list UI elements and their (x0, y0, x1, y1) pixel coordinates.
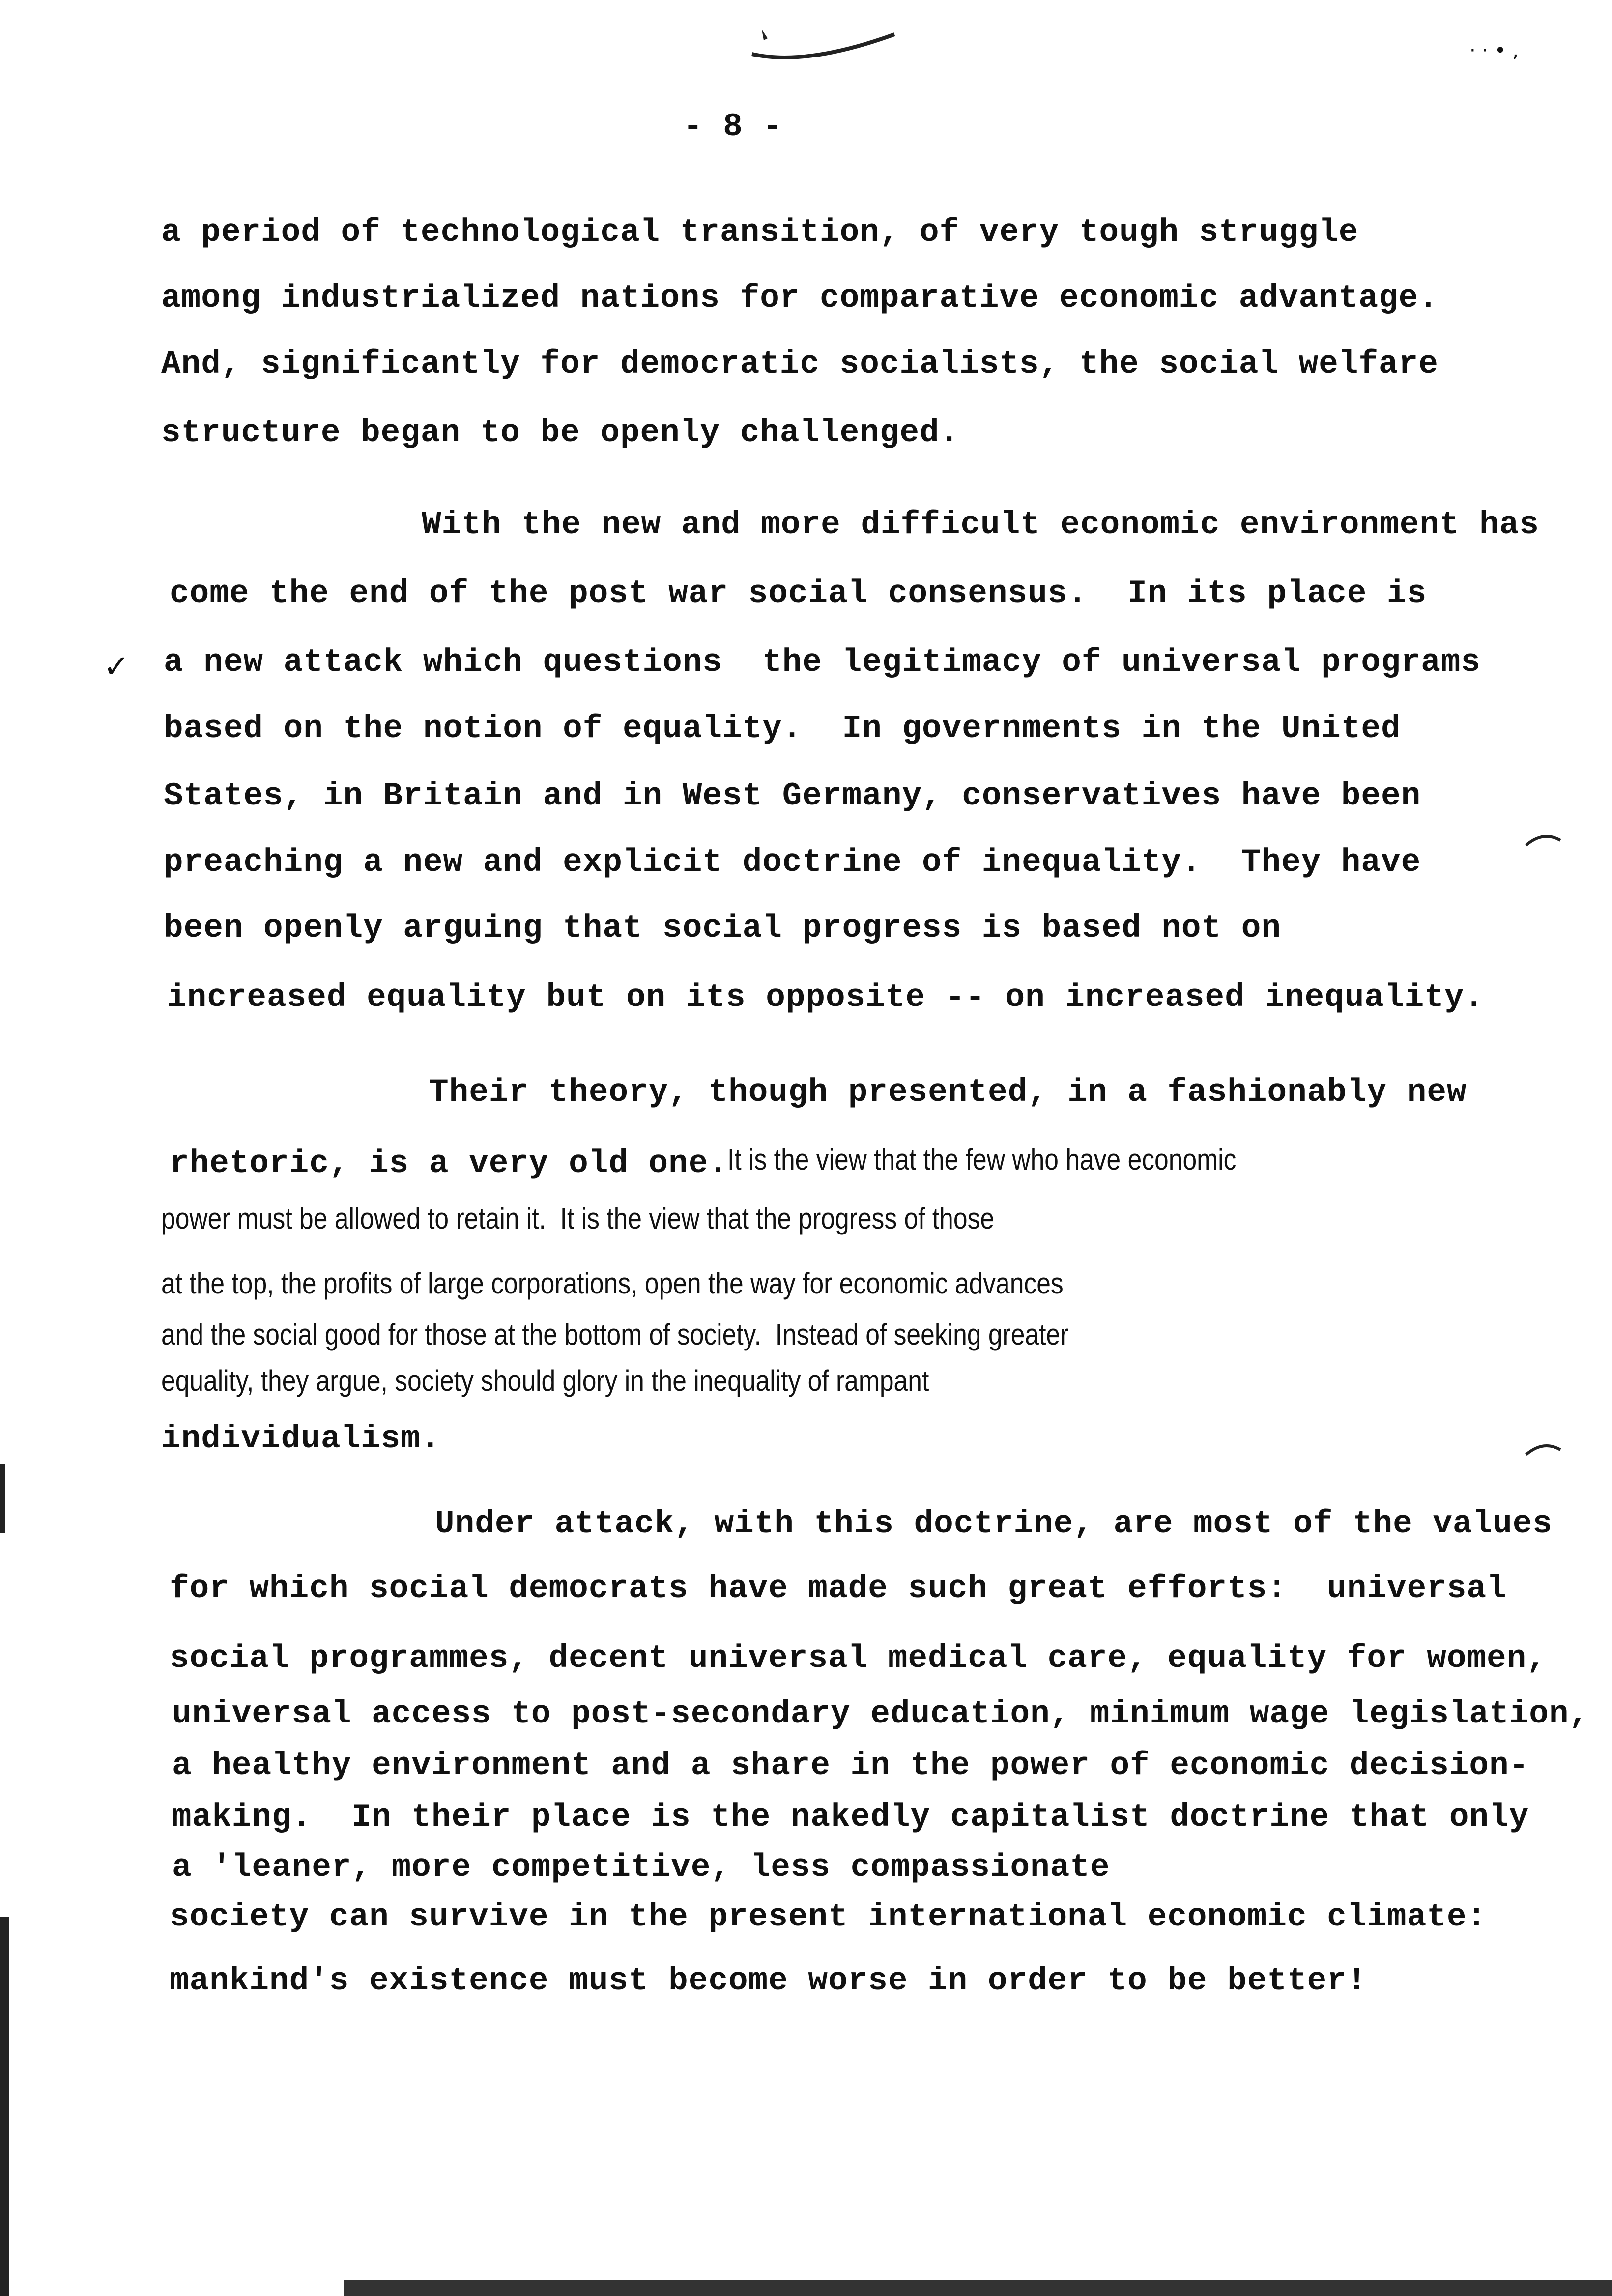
scan-edge-mark (0, 1464, 5, 1533)
body-line: a new attack which questions the legitimacy of universal programs (164, 644, 1481, 681)
body-line: Under attack, with this doctrine, are most of the values (435, 1505, 1553, 1542)
body-line: individualism. (161, 1420, 441, 1457)
body-line: Their theory, though presented, in a fashionably new (429, 1074, 1467, 1111)
body-line: for which social democrats have made such great efforts: universal (170, 1570, 1507, 1607)
body-line: society can survive in the present international economic climate: (170, 1898, 1487, 1935)
body-line: States, in Britain and in West Germany, conservatives have been (164, 777, 1421, 814)
body-line: universal access to post-secondary education, minimum wage legislation, (172, 1695, 1589, 1732)
body-line: making. In their place is the nakedly capitalist doctrine that only (172, 1799, 1529, 1836)
body-line: mankind's existence must become worse in order to be better! (170, 1962, 1367, 1999)
scan-bottom-edge (344, 2280, 1612, 2296)
ink-smudge-mark (747, 20, 914, 64)
margin-arc-mark (1524, 1440, 1563, 1460)
body-line: structure began to be openly challenged. (161, 414, 960, 451)
body-line: a period of technological transition, of very tough struggle (161, 214, 1359, 251)
body-line-insert: power must be allowed to retain it. It is the view that the progress of those (161, 1202, 995, 1235)
body-line: With the new and more difficult economic environment has (422, 506, 1539, 543)
body-line-insert: and the social good for those at the bottom of society. Instead of seeking greater (161, 1318, 1069, 1351)
body-line: preaching a new and explicit doctrine of inequality. They have (164, 844, 1421, 881)
body-line: rhetoric, is a very old one. (170, 1145, 728, 1182)
page-number: - 8 - (683, 108, 783, 145)
body-line: come the end of the post war social consensus. In its place is (170, 575, 1427, 612)
corner-dots: · · • , (1469, 39, 1519, 62)
margin-arc-mark (1524, 831, 1563, 850)
body-line: social programmes, decent universal medical care, equality for women, (170, 1640, 1547, 1677)
body-line: a 'leaner, more competitive, less compassionate (172, 1849, 1110, 1886)
body-line: a healthy environment and a share in the power of economic decision- (172, 1747, 1529, 1784)
body-line: And, significantly for democratic socialists, the social welfare (161, 345, 1439, 382)
body-line-insert: at the top, the profits of large corporations, open the way for economic advances (161, 1267, 1064, 1300)
body-line: been openly arguing that social progress is based not on (164, 910, 1281, 947)
body-line: increased equality but on its opposite -- on increased inequality. (167, 979, 1485, 1016)
body-line: among industrialized nations for comparative economic advantage. (161, 280, 1439, 316)
body-line-insert: equality, they argue, society should glory in the inequality of rampant (161, 1364, 929, 1397)
body-line-insert: It is the view that the few who have economic (727, 1143, 1237, 1176)
body-line: based on the notion of equality. In governments in the United (164, 710, 1401, 747)
scan-edge-mark (0, 1917, 9, 2296)
margin-checkmark: ✓ (103, 649, 130, 685)
